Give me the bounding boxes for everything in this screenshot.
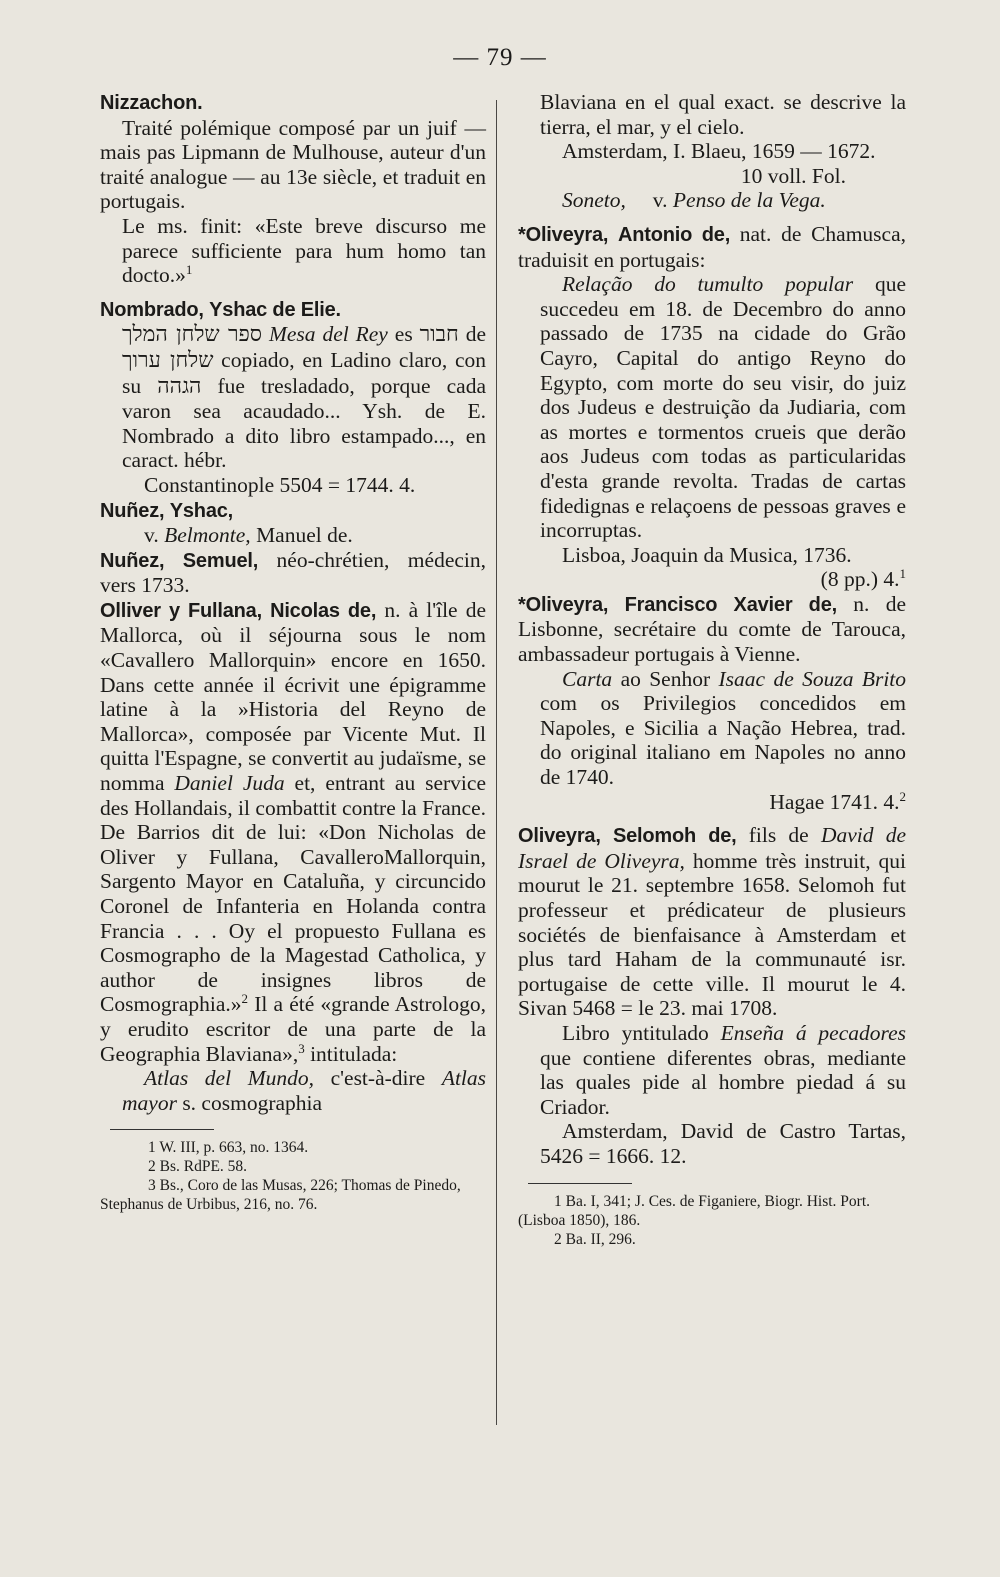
entry-text: que succedeu em 18. de Decembro do anno passado de 1735 na cidade do Grão Cayro, Capital do antigo Reyno do Egypto, com morte do seu visir, do juiz dos Judeus e destruição da Judiaria, com as mortes e tormentos crueis que derão aos Judeus com todas as particularidas d'esta grande revolta. Tradas de cartas fidedignas e relaçoens de pessoas graves e incorruptas. (540, 272, 907, 543)
entry-text: fils de (748, 823, 809, 848)
headword-rest: Yshac de Elie. (209, 298, 341, 321)
hebrew-title: ספר שלחן המלך (122, 322, 263, 348)
entry-olliver (100, 598, 486, 1115)
entry-oliveyra-francisco (518, 592, 906, 814)
entry-text: c'est-à-dire (330, 1066, 426, 1091)
imprint: Amsterdam, I. Blaeu, 1659 — 1672. (562, 139, 876, 164)
headword-rest: Selomoh de, (612, 825, 737, 848)
entry-text: Manuel de. (256, 523, 353, 548)
footnote: 1 W. III, p. 663, no. 1364. (148, 1139, 309, 1157)
imprint: Lisboa, Joaquin da Musica, 1736. (562, 542, 852, 567)
entry-text: ao Senhor (620, 666, 711, 691)
entry-text: de (465, 322, 486, 347)
title-italic: Carta (562, 666, 613, 691)
footnote-marker: 2 (241, 991, 249, 1007)
title-italic: Mesa del Rey (268, 322, 388, 347)
name-italic: Isaac de Souza Brito (718, 666, 907, 691)
hebrew-word: הגהה (157, 373, 202, 399)
hebrew-source: שלחן ערוך (122, 347, 214, 373)
imprint: Constantinople 5504 = 1744. 4. (144, 472, 416, 497)
footnote-rule (528, 1183, 632, 1184)
entry-text: n. à l'île de Mallorca, où il séjourna sous le nom «Cavallero Mallorquin» encore en 1650. Dans cette année il écrivit une épigramme latine à la »Historia del Reyno de Mallorca», composée par Vicente Mut. Il quitta l'Espagne, se convertit au judaïsme, se nomma (100, 597, 486, 796)
entry-oliveyra-selomoh (518, 823, 906, 1168)
footnote-marker: 2 (899, 788, 906, 804)
left-column (100, 90, 486, 1214)
entry-text: Blaviana en el qual exact. se descrive la tierra, el mar, y el cielo. (540, 90, 906, 139)
name-italic: Daniel Juda (174, 771, 285, 796)
imprint: Hagae 1741. 4. (769, 789, 900, 814)
headword-rest: Francisco Xavier de, (624, 593, 837, 616)
format: (8 pp.) 4. (820, 567, 900, 592)
title-italic: Atlas del Mundo, (144, 1066, 314, 1091)
entry-oliveyra-antonio (518, 222, 906, 592)
entry-text: que contiene diferentes obras, mediante las quales pide al hombre piedad á su Criador. (540, 1045, 906, 1119)
headword: *Oliveyra, (518, 223, 609, 246)
entry-nunez-semuel (100, 548, 486, 598)
entry-text: s. cosmographia (182, 1090, 323, 1115)
footnote: 3 Bs., Coro de las Musas, 226; Thomas de Pinedo, Stephanus de Urbibus, 216, no. 76. (100, 1177, 461, 1214)
headword-rest: Antonio de, (617, 223, 731, 246)
footnote: 2 Ba. II, 296. (554, 1230, 636, 1248)
headword-rest: Yshac, (169, 499, 234, 522)
entry-text: es (394, 322, 413, 347)
name-italic: David de Israel de Oliveyra, (518, 823, 907, 873)
see-reference: Penso de la Vega. (672, 188, 826, 213)
entry-blaviana-continued (518, 90, 906, 213)
headword: *Oliveyra, (518, 593, 609, 616)
column-divider (496, 100, 497, 1425)
entry-text: copiado, en Ladino claro, con su (122, 347, 487, 398)
footnote-marker: 1 (185, 262, 193, 277)
entry-text: n. de Lisbonne, secrétaire du comte de Tarouca, ambassadeur portugais à Vienne. (518, 591, 906, 667)
format: 10 voll. Fol. (740, 163, 846, 188)
title-italic: Enseña á pecadores (720, 1020, 906, 1045)
entry-text: com os Privilegios concedidos em Napoles, e Sicilia a Nação Hebrea, trad. do original italiano em Napoles no anno de 1740. (540, 691, 906, 790)
headword: Oliveyra, (518, 825, 601, 848)
headword: Olliver y Fullana, (100, 599, 262, 622)
see-prefix: v. (652, 188, 668, 213)
title-italic: Relação do tumulto popular (562, 272, 854, 297)
title-italic: Soneto, (562, 188, 626, 213)
entry-text: intitulada: (310, 1041, 398, 1066)
headword: Nizzachon. (100, 92, 203, 114)
entry-text: Traité polémique composé par un juif — mais pas Lipmann de Mulhouse, auteur d'un traité analogue — au 13e siècle, et traduit en portugais. (100, 115, 486, 214)
right-column (518, 90, 906, 1249)
hebrew-word: חבור (419, 322, 459, 348)
headword-rest: Semuel, (182, 549, 259, 572)
entry-nunez-yshac (100, 498, 486, 548)
footnote-marker: 3 (298, 1040, 305, 1056)
footnotes-left (100, 1138, 486, 1214)
entry-text: homme très instruit, qui mourut le 21. septembre 1658. Selomoh fut professeur et prédicateur de plusieurs sociétés de bienfaisance à Amsterdam et plus tard Haham de la communauté isr. portugaise de cette ville. Il mourut le 4. Sivan 5468 = le 23. mai 1708. (518, 848, 907, 1021)
entry-text: Il a été «grande Astrologo, y erudito escritor de una parte de la Geographia Blaviana», (100, 992, 487, 1066)
page-number: — 79 — (453, 44, 547, 71)
entry-nombrado (100, 297, 486, 498)
entry-text: fue tresladado, porque cada varon sea acaudado... Ysh. de E. Nombrado a dito libro estampado..., en caract. hébr. (122, 373, 487, 473)
entry-text: néo-chrétien, médecin, vers 1733. (100, 547, 486, 598)
footnote-marker: 1 (899, 566, 906, 582)
headword: Nombrado, (100, 298, 204, 321)
footnotes-right (518, 1192, 906, 1249)
footnote: 1 Ba. I, 341; J. Ces. de Figaniere, Biogr. Hist. Port. (Lisboa 1850), 186. (518, 1192, 871, 1229)
entry-text: Le ms. finit: «Este breve discurso me parece sufficiente para hum homo tan docto.» (122, 213, 486, 288)
see-reference: Belmonte, (164, 523, 251, 548)
see-prefix: v. (144, 523, 159, 548)
footnote: 2 Bs. RdPE. 58. (148, 1158, 248, 1176)
entry-nizzachon (100, 90, 486, 288)
entry-text: et, entrant au service des Hollandais, il combattit contre la France. De Barrios dit de lui: «Don Nicholas de Oliver y Fullana, CavalleroMallorquin, Sargento Mayor en Cataluña, y circuncido Coronel de Infanteria en Holanda contra Francia . . . Oy el propuesto Fullana es Cosmographo de la Magestad Catholica, y author de insignes libros de Cosmographia.» (100, 771, 486, 1017)
headword-rest: Nicolas de, (270, 599, 377, 622)
entry-text: nat. de Chamusca, traduisit en portugais: (518, 221, 907, 272)
headword: Nuñez, (100, 549, 165, 572)
imprint: Amsterdam, David de Castro Tartas, 5426 = 1666. 12. (540, 1119, 906, 1168)
title-italic: Atlas mayor (122, 1066, 487, 1115)
footnote-rule (110, 1129, 214, 1130)
entry-text: Libro yntitulado (562, 1020, 709, 1045)
headword: Nuñez, (100, 499, 165, 522)
